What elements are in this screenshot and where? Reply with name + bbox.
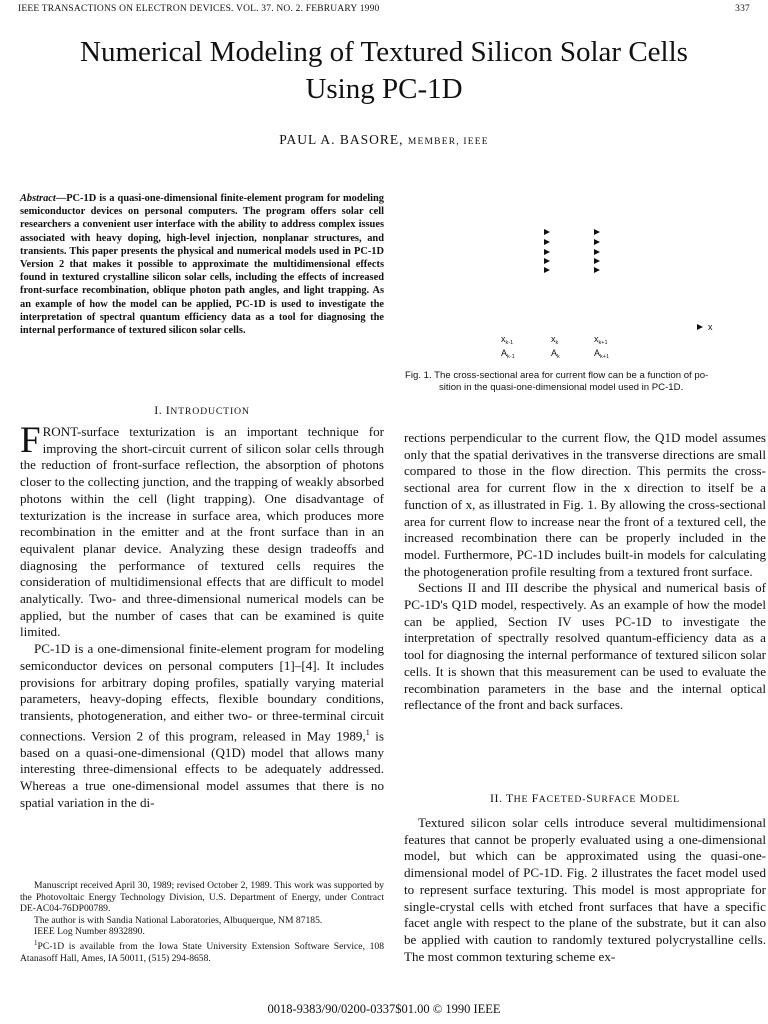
copyright-footer: 0018-9383/90/0200-0337$01.00 © 1990 IEEE <box>267 1002 501 1016</box>
section-heading-introduction <box>20 403 384 418</box>
section-2-title-g: ODEL <box>650 794 680 805</box>
section-2-title-b: F <box>531 791 539 805</box>
x-axis-label: x <box>708 322 713 332</box>
left-column <box>20 420 384 812</box>
section-2-title-e: URFACE <box>593 794 640 805</box>
running-head <box>18 4 750 18</box>
section-2-title-d: S <box>586 791 594 805</box>
footnotes <box>20 880 384 964</box>
right-column-bottom <box>404 815 766 965</box>
label-x-curr: $x_k$ <box>551 334 559 346</box>
label-a-curr: $A_k$ <box>551 348 560 360</box>
intro-p2-part-a: PC-1D is a one-dimensional finite-element program for modeling semiconductor devices on personal computers [1]–[4]. It includes provisions for arbitrary doping profiles, spatially varying material parameters, heavy-doping effects, flexible boundary conditions, transients, photogeneration, and either two- or three-terminal circuit connections. Version 2 of this program, released in May 1989, <box>20 641 384 744</box>
page-number: 337 <box>735 4 750 14</box>
figure-1-caption <box>405 370 763 393</box>
caption-line-2: sition in the quasi-one-dimensional model used in PC-1D. <box>439 381 684 393</box>
section-heading-faceted-surface-model <box>404 791 766 806</box>
title-line-1: Numerical Modeling of Textured Silicon Solar Cells <box>80 36 688 68</box>
journal-name: IEEE TRANSACTIONS ON ELECTRON DEVICES. VOL. 37. NO. 2. FEBRUARY 1990 <box>18 4 380 14</box>
abstract <box>20 192 384 337</box>
figure-1-diagram <box>405 205 763 365</box>
title-line-2: Using PC-1D <box>305 73 463 105</box>
section-2-numeral: II. T <box>490 791 514 805</box>
author-line <box>0 132 768 148</box>
right-column-top <box>404 430 766 714</box>
section-1-title: NTRODUCTION <box>170 406 250 417</box>
footnote-1-mark: 1 <box>34 938 38 947</box>
paper-title <box>0 34 768 108</box>
label-x-prev: $x_{k-1}$ <box>501 334 514 346</box>
figure-1 <box>405 205 763 395</box>
footnote-affiliation: The author is with Sandia National Laboratories, Albuquerque, NM 87185. <box>34 914 323 926</box>
intro-p2-part-b: is based on a quasi-one-dimensional (Q1D) model that allows many interesting three-dimensional effects to be adequately addressed. Whereas a true one-dimensional model assumes that there is no spatial variation in the di- <box>20 728 384 810</box>
footnote-1 <box>20 938 384 964</box>
section-2-title-c: ACETED- <box>538 794 587 805</box>
footnote-log-number: IEEE Log Number 8932890. <box>34 926 145 938</box>
label-x-next: $x_{k+1}$ <box>594 334 608 346</box>
section-2-title-f: M <box>639 791 651 805</box>
section-1-numeral: I. I <box>154 403 171 417</box>
intro-paragraph-1: FRONT-surface texturization is an important technique for improving the short-circuit current of silicon solar cells through the reduction of front-surface reflection, the absorption of photons closer to the collecting junction, and the trapping of weakly absorbed photons within the cell (light trapping). One disadvantage of texturization is the increase in surface area, which produces more recombination in the emitter and at the front surface than in an equivalent planar device. Analyzing these design tradeoffs and diagnosing the performance of textured cells requires the consideration of multidimensional effects that are difficult to model analytically. Two- and three-dimensional numerical models can be applied, but the number of cases that can be examined is quite limited. <box>20 420 384 640</box>
flow-arrows-right <box>594 229 600 273</box>
abstract-lead: Abstract <box>20 193 56 204</box>
flow-arrows-left <box>544 229 550 273</box>
right-paragraph-1: rections perpendicular to the current flow, the Q1D model assumes only that the spatial derivatives in the transverse directions are small compared to those in the flow direction. This permits the cross-sectional area for current flow in the x direction to itself be a function of x, as illustrated in Fig. 1. By allowing the cross-sectional area for current flow to increase near the front of a textured cell, the increased recombination there can be properly included in the model. Furthermore, PC-1D includes built-in models for calculating the photogeneration profile resulting from a textured front surface. <box>404 430 766 579</box>
footnote-1-text: PC-1D is available from the Iowa State University Extension Software Service, 108 Atanasoff Hall, Ames, IA 50011, (515) 294-8658. <box>20 941 384 964</box>
abstract-text: —PC-1D is a quasi-one-dimensional finite-element program for modeling semiconductor devices on personal computers. The program offers solar cell researchers a convenient user interface with the ability to address complex issues associated with heavy doping, high-level injection, nonplanar structures, and transients. This paper presents the physical and numerical models used in PC-1D Version 2 that makes it possible to approximate the multidimensional effects found in textured crystalline silicon solar cells, including the effects of increased front-surface recombination, oblique photon path angles, and light trapping. As an example of how the model can be applied, PC-1D is used to investigate the interpretation of spectral quantum efficiency data as a tool for diagnosing the internal performance of textured silicon solar cells. <box>20 193 384 337</box>
caption-line-1: Fig. 1. The cross-sectional area for current flow can be a function of po- <box>405 370 709 381</box>
section-2-title-a: HE <box>513 794 532 805</box>
footnote-received: Manuscript received April 30, 1989; revised October 2, 1989. This work was supported by the Photovoltaic Energy Technology Division, U.S. Department of Energy, under Contract DE-AC04-76DP00789. <box>20 880 384 915</box>
right-paragraph-2: Sections II and III describe the physical and numerical basis of PC-1D's Q1D model, respectively. As an example of how the model can be applied, Section IV uses PC-1D to investigate the interpretation of spectrally resolved quantum-efficiency data as a tool for diagnosing the internal performance of textured silicon solar cells. It is shown that this measurement can be used to evaluate the recombination parameters in the base and the internal optical reflectance of the front and back surfaces. <box>404 580 766 713</box>
label-a-prev: $A_{k-1}$ <box>501 348 515 360</box>
intro-paragraph-2 <box>20 641 384 811</box>
footnote-ref-1: 1 <box>365 727 370 737</box>
x-axis-arrow-icon <box>697 324 703 330</box>
author-membership: MEMBER, IEEE <box>407 137 489 147</box>
right-paragraph-3: Textured silicon solar cells introduce several multidimensional features that cannot be properly evaluated using a one-dimensional model, but which can be approximated using the quasi-one-dimensional model of PC-1D. Fig. 2 illustrates the facet model used to represent surface texturing. This model is most appropriate for single-crystal cells with etched front surfaces that have a specific facet angle with respect to the plane of the substrate, but it can also be applied with caution to randomly textured polycrystalline cells. The most common texturing scheme ex- <box>404 815 766 964</box>
author-name: PAUL A. BASORE, <box>279 132 404 147</box>
label-a-next: $A_{k+1}$ <box>594 348 610 360</box>
